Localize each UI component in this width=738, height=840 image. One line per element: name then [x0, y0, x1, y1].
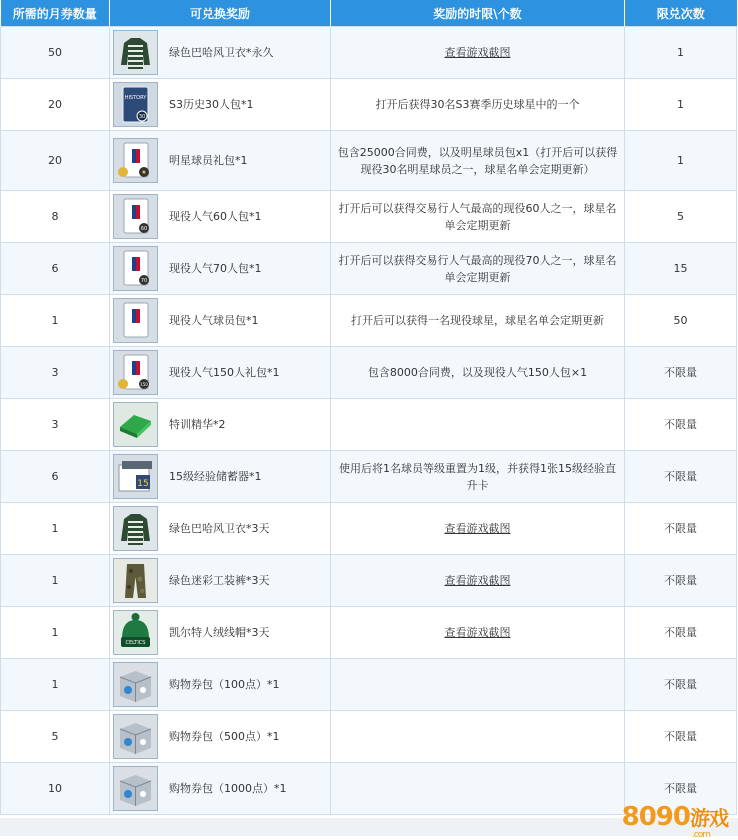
- cost-cell: 8: [1, 191, 110, 243]
- duration-cell: [331, 711, 625, 763]
- limit-cell: 不限量: [625, 607, 737, 659]
- cost-cell: 20: [1, 79, 110, 131]
- table-row: [1, 131, 737, 191]
- reward-description: 使用后将1名球员等级重置为1级，并获得1张15级经验直升卡: [339, 461, 616, 492]
- svg-text:60: 60: [140, 226, 148, 232]
- reward-cell: [110, 79, 331, 131]
- reward-description: 包含25000合同费，以及明星球员包x1（打开后可以获得现役30名明星球员之一，球星名单会定期更新）: [337, 145, 618, 176]
- reward-name: 绿色迷彩工装裤*3天: [169, 574, 270, 587]
- reward-name: 现役人气球员包*1: [169, 314, 259, 327]
- cost-cell: 1: [1, 607, 110, 659]
- cost-cell: 20: [1, 131, 110, 191]
- player-card-icon: [113, 298, 158, 343]
- limit-cell: 1: [625, 131, 737, 191]
- coupon-box-icon: [113, 714, 158, 759]
- duration-cell: [331, 555, 625, 607]
- reward-name: S3历史30人包*1: [169, 98, 254, 111]
- header-limit: 限兑次数: [625, 0, 737, 27]
- reward-name: 现役人气60人包*1: [169, 210, 262, 223]
- svg-text:★: ★: [141, 169, 147, 176]
- limit-cell: 1: [625, 27, 737, 79]
- player-card-150-icon: [113, 350, 158, 395]
- reward-cell: [110, 399, 331, 451]
- limit-cell: 不限量: [625, 503, 737, 555]
- limit-cell: 不限量: [625, 763, 737, 815]
- player-card-60-icon: [113, 194, 158, 239]
- svg-text:CELTICS: CELTICS: [125, 640, 146, 646]
- watermark-domain: .com: [691, 830, 710, 840]
- reward-name: 购物券包（500点）*1: [169, 730, 280, 743]
- svg-text:70: 70: [140, 278, 148, 284]
- table-row: [1, 243, 737, 295]
- table-row: [1, 79, 737, 131]
- reward-cell: [110, 607, 331, 659]
- limit-cell: 不限量: [625, 347, 737, 399]
- player-card-70-icon: [113, 246, 158, 291]
- table-row: [1, 451, 737, 503]
- duration-cell: [331, 607, 625, 659]
- header-cost: 所需的月券数量: [1, 0, 110, 27]
- limit-cell: 5: [625, 191, 737, 243]
- header-duration: 奖励的时限\个数: [331, 0, 625, 27]
- duration-cell: [331, 503, 625, 555]
- table-row: [1, 295, 737, 347]
- cost-cell: 3: [1, 347, 110, 399]
- reward-cell: [110, 295, 331, 347]
- reward-name: 购物券包（100点）*1: [169, 678, 280, 691]
- view-screenshot-link[interactable]: 查看游戏截图: [444, 574, 511, 587]
- reward-cell: [110, 243, 331, 295]
- reward-description: 打开后获得30名S3赛季历史球星中的一个: [375, 98, 580, 111]
- reward-cell: [110, 763, 331, 815]
- coupon-box-icon: [113, 766, 158, 811]
- limit-cell: 15: [625, 243, 737, 295]
- view-screenshot-link[interactable]: 查看游戏截图: [444, 46, 511, 59]
- svg-text:15: 15: [137, 479, 149, 489]
- reward-name: 15级经验储蓄器*1: [169, 470, 262, 483]
- star-player-pack-icon: [113, 138, 158, 183]
- header-reward: 可兑换奖励: [110, 0, 331, 27]
- svg-text:HISTORY: HISTORY: [124, 95, 147, 101]
- striped-hoodie-icon: [113, 30, 158, 75]
- view-screenshot-link[interactable]: 查看游戏截图: [444, 626, 511, 639]
- duration-cell: [331, 451, 625, 503]
- table-header-row: [1, 0, 737, 27]
- reward-cell: [110, 659, 331, 711]
- svg-text:30: 30: [138, 114, 146, 120]
- table-row: [1, 191, 737, 243]
- limit-cell: 不限量: [625, 451, 737, 503]
- reward-description: 包含8000合同费，以及现役人气150人包×1: [367, 366, 588, 379]
- limit-cell: 50: [625, 295, 737, 347]
- reward-cell: [110, 451, 331, 503]
- cost-cell: 6: [1, 451, 110, 503]
- duration-cell: [331, 191, 625, 243]
- table-row: [1, 711, 737, 763]
- duration-cell: [331, 243, 625, 295]
- table-row: [1, 659, 737, 711]
- cost-cell: 50: [1, 27, 110, 79]
- table-row: [1, 607, 737, 659]
- watermark-logo: 8090: [621, 802, 690, 832]
- svg-text:150: 150: [140, 382, 148, 387]
- cost-cell: 1: [1, 503, 110, 555]
- cost-cell: 1: [1, 295, 110, 347]
- reward-name: 凯尔特人绒线帽*3天: [169, 626, 270, 639]
- table-row: [1, 27, 737, 79]
- duration-cell: [331, 79, 625, 131]
- reward-cell: [110, 347, 331, 399]
- celtics-beanie-icon: [113, 610, 158, 655]
- duration-cell: [331, 27, 625, 79]
- duration-cell: [331, 399, 625, 451]
- reward-cell: [110, 27, 331, 79]
- reward-cell: [110, 503, 331, 555]
- coupon-box-icon: [113, 662, 158, 707]
- reward-name: 绿色巴哈风卫衣*永久: [169, 46, 274, 59]
- site-watermark: [621, 802, 728, 840]
- reward-name: 特训精华*2: [169, 418, 226, 431]
- watermark-text: 游戏: [690, 806, 728, 830]
- cost-cell: 1: [1, 555, 110, 607]
- reward-cell: [110, 191, 331, 243]
- limit-cell: 不限量: [625, 659, 737, 711]
- limit-cell: 不限量: [625, 711, 737, 763]
- duration-cell: [331, 763, 625, 815]
- table-row: [1, 503, 737, 555]
- reward-cell: [110, 555, 331, 607]
- duration-cell: [331, 347, 625, 399]
- limit-cell: 不限量: [625, 555, 737, 607]
- limit-cell: 不限量: [625, 399, 737, 451]
- duration-cell: [331, 659, 625, 711]
- reward-description: 打开后可以获得交易行人气最高的现役70人之一，球星名单会定期更新: [338, 253, 617, 284]
- reward-description: 打开后可以获得交易行人气最高的现役60人之一，球星名单会定期更新: [338, 201, 617, 232]
- cost-cell: 6: [1, 243, 110, 295]
- striped-hoodie-icon: [113, 506, 158, 551]
- reward-name: 现役人气70人包*1: [169, 262, 262, 275]
- reward-cell: [110, 131, 331, 191]
- reward-name: 购物券包（1000点）*1: [169, 782, 287, 795]
- duration-cell: [331, 131, 625, 191]
- exp-storage-icon: [113, 454, 158, 499]
- cost-cell: 1: [1, 659, 110, 711]
- history-card-pack-icon: [113, 82, 158, 127]
- cost-cell: 3: [1, 399, 110, 451]
- view-screenshot-link[interactable]: 查看游戏截图: [444, 522, 511, 535]
- camo-pants-icon: [113, 558, 158, 603]
- duration-cell: [331, 295, 625, 347]
- training-essence-icon: [113, 402, 158, 447]
- cost-cell: 5: [1, 711, 110, 763]
- reward-name: 明星球员礼包*1: [169, 154, 248, 167]
- reward-name: 绿色巴哈风卫衣*3天: [169, 522, 270, 535]
- cost-cell: 10: [1, 763, 110, 815]
- reward-description: 打开后可以获得一名现役球星，球星名单会定期更新: [351, 314, 604, 327]
- reward-name: 现役人气150人礼包*1: [169, 366, 280, 379]
- table-row: [1, 399, 737, 451]
- table-row: [1, 347, 737, 399]
- limit-cell: 1: [625, 79, 737, 131]
- table-row: [1, 555, 737, 607]
- reward-cell: [110, 711, 331, 763]
